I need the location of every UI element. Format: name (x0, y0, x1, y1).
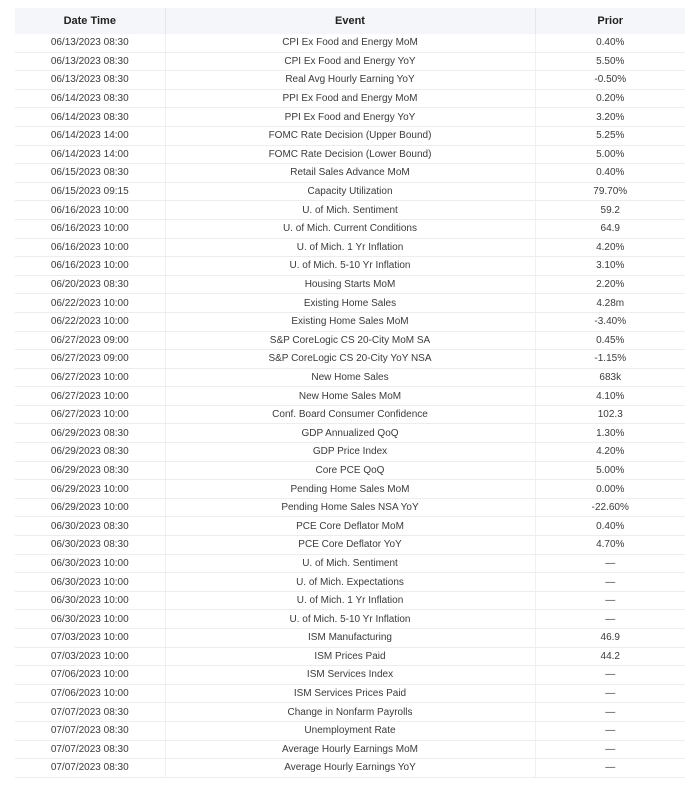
cell-date-time: 06/29/2023 08:30 (15, 443, 165, 462)
cell-event: New Home Sales MoM (165, 387, 535, 406)
cell-event: U. of Mich. Sentiment (165, 554, 535, 573)
cell-prior: — (535, 610, 685, 629)
cell-event: Change in Nonfarm Payrolls (165, 703, 535, 722)
cell-event: ISM Services Prices Paid (165, 684, 535, 703)
table-row[interactable] (15, 145, 685, 164)
table-row[interactable] (15, 219, 685, 238)
table-row[interactable] (15, 554, 685, 573)
cell-prior: 0.40% (535, 34, 685, 52)
cell-prior: 4.20% (535, 238, 685, 257)
cell-prior: 4.70% (535, 536, 685, 555)
cell-date-time: 06/16/2023 10:00 (15, 257, 165, 276)
table-row[interactable] (15, 201, 685, 220)
cell-event: Real Avg Hourly Earning YoY (165, 71, 535, 90)
cell-date-time: 06/22/2023 10:00 (15, 294, 165, 313)
cell-event: U. of Mich. 1 Yr Inflation (165, 591, 535, 610)
economic-calendar-table-container (15, 8, 685, 778)
cell-prior: 3.20% (535, 108, 685, 127)
cell-event: U. of Mich. Current Conditions (165, 219, 535, 238)
table-row[interactable] (15, 275, 685, 294)
cell-prior: — (535, 740, 685, 759)
table-row[interactable] (15, 164, 685, 183)
table-row[interactable] (15, 312, 685, 331)
cell-date-time: 06/30/2023 10:00 (15, 554, 165, 573)
column-header-event[interactable]: Event (165, 8, 535, 34)
cell-date-time: 07/06/2023 10:00 (15, 666, 165, 685)
cell-prior: 4.28m (535, 294, 685, 313)
column-header-date-time[interactable]: Date Time (15, 8, 165, 34)
cell-date-time: 06/27/2023 09:00 (15, 331, 165, 350)
cell-event: CPI Ex Food and Energy YoY (165, 52, 535, 71)
cell-prior: 0.20% (535, 89, 685, 108)
table-row[interactable] (15, 573, 685, 592)
cell-event: Pending Home Sales NSA YoY (165, 498, 535, 517)
table-row[interactable] (15, 703, 685, 722)
cell-event: U. of Mich. 5-10 Yr Inflation (165, 257, 535, 276)
cell-prior: 102.3 (535, 405, 685, 424)
table-row[interactable] (15, 461, 685, 480)
cell-event: Unemployment Rate (165, 721, 535, 740)
cell-date-time: 06/16/2023 10:00 (15, 238, 165, 257)
cell-prior: -22.60% (535, 498, 685, 517)
cell-prior: 5.25% (535, 126, 685, 145)
table-row[interactable] (15, 294, 685, 313)
cell-event: GDP Price Index (165, 443, 535, 462)
cell-prior: -1.15% (535, 350, 685, 369)
cell-event: S&P CoreLogic CS 20-City YoY NSA (165, 350, 535, 369)
cell-date-time: 07/07/2023 08:30 (15, 721, 165, 740)
cell-event: Housing Starts MoM (165, 275, 535, 294)
cell-event: Average Hourly Earnings YoY (165, 759, 535, 778)
cell-event: Pending Home Sales MoM (165, 480, 535, 499)
cell-date-time: 07/07/2023 08:30 (15, 740, 165, 759)
table-row[interactable] (15, 238, 685, 257)
cell-prior: 2.20% (535, 275, 685, 294)
cell-prior: 0.40% (535, 517, 685, 536)
table-row[interactable] (15, 257, 685, 276)
cell-event: ISM Prices Paid (165, 647, 535, 666)
column-header-prior[interactable]: Prior (535, 8, 685, 34)
cell-event: Capacity Utilization (165, 182, 535, 201)
table-row[interactable] (15, 610, 685, 629)
cell-event: PCE Core Deflator MoM (165, 517, 535, 536)
cell-date-time: 06/14/2023 08:30 (15, 89, 165, 108)
header-row (15, 8, 685, 34)
table-row[interactable] (15, 34, 685, 52)
cell-prior: — (535, 666, 685, 685)
cell-date-time: 06/14/2023 08:30 (15, 108, 165, 127)
table-row[interactable] (15, 666, 685, 685)
cell-prior: 3.10% (535, 257, 685, 276)
cell-date-time: 07/06/2023 10:00 (15, 684, 165, 703)
table-row[interactable] (15, 182, 685, 201)
table-row[interactable] (15, 684, 685, 703)
cell-date-time: 06/27/2023 10:00 (15, 368, 165, 387)
table-row[interactable] (15, 759, 685, 778)
cell-date-time: 06/16/2023 10:00 (15, 201, 165, 220)
cell-prior: 0.40% (535, 164, 685, 183)
cell-event: New Home Sales (165, 368, 535, 387)
cell-prior: — (535, 684, 685, 703)
cell-date-time: 06/30/2023 08:30 (15, 517, 165, 536)
table-header (15, 8, 685, 34)
cell-event: GDP Annualized QoQ (165, 424, 535, 443)
cell-prior: — (535, 721, 685, 740)
table-row[interactable] (15, 368, 685, 387)
cell-date-time: 06/29/2023 10:00 (15, 498, 165, 517)
cell-prior: — (535, 554, 685, 573)
cell-prior: 0.45% (535, 331, 685, 350)
cell-event: U. of Mich. 5-10 Yr Inflation (165, 610, 535, 629)
cell-date-time: 06/29/2023 08:30 (15, 461, 165, 480)
table-row[interactable] (15, 740, 685, 759)
cell-event: ISM Services Index (165, 666, 535, 685)
table-row[interactable] (15, 591, 685, 610)
table-row[interactable] (15, 331, 685, 350)
cell-prior: 683k (535, 368, 685, 387)
cell-date-time: 06/27/2023 10:00 (15, 405, 165, 424)
cell-event: Existing Home Sales (165, 294, 535, 313)
cell-date-time: 07/03/2023 10:00 (15, 629, 165, 648)
cell-date-time: 07/07/2023 08:30 (15, 759, 165, 778)
table-row[interactable] (15, 629, 685, 648)
cell-date-time: 06/30/2023 10:00 (15, 573, 165, 592)
cell-date-time: 07/07/2023 08:30 (15, 703, 165, 722)
cell-event: PPI Ex Food and Energy MoM (165, 89, 535, 108)
table-row[interactable] (15, 536, 685, 555)
cell-event: Retail Sales Advance MoM (165, 164, 535, 183)
table-row[interactable] (15, 517, 685, 536)
cell-event: Core PCE QoQ (165, 461, 535, 480)
cell-event: Conf. Board Consumer Confidence (165, 405, 535, 424)
cell-event: FOMC Rate Decision (Upper Bound) (165, 126, 535, 145)
cell-date-time: 06/15/2023 09:15 (15, 182, 165, 201)
cell-event: PPI Ex Food and Energy YoY (165, 108, 535, 127)
cell-prior: -3.40% (535, 312, 685, 331)
table-row[interactable] (15, 424, 685, 443)
cell-date-time: 06/13/2023 08:30 (15, 71, 165, 90)
table-row[interactable] (15, 647, 685, 666)
table-row[interactable] (15, 350, 685, 369)
table-row[interactable] (15, 71, 685, 90)
cell-event: U. of Mich. Sentiment (165, 201, 535, 220)
cell-prior: — (535, 759, 685, 778)
cell-event: Average Hourly Earnings MoM (165, 740, 535, 759)
cell-prior: 4.10% (535, 387, 685, 406)
cell-event: CPI Ex Food and Energy MoM (165, 34, 535, 52)
cell-prior: 5.00% (535, 461, 685, 480)
cell-prior: 5.00% (535, 145, 685, 164)
cell-prior: 64.9 (535, 219, 685, 238)
table-row[interactable] (15, 498, 685, 517)
cell-prior: 79.70% (535, 182, 685, 201)
economic-calendar-table (15, 8, 685, 778)
cell-prior: 4.20% (535, 443, 685, 462)
cell-date-time: 06/14/2023 14:00 (15, 145, 165, 164)
cell-date-time: 06/14/2023 14:00 (15, 126, 165, 145)
cell-date-time: 06/30/2023 10:00 (15, 610, 165, 629)
cell-event: U. of Mich. 1 Yr Inflation (165, 238, 535, 257)
cell-date-time: 06/27/2023 09:00 (15, 350, 165, 369)
cell-event: FOMC Rate Decision (Lower Bound) (165, 145, 535, 164)
cell-prior: -0.50% (535, 71, 685, 90)
cell-date-time: 06/30/2023 08:30 (15, 536, 165, 555)
cell-prior: 5.50% (535, 52, 685, 71)
cell-event: S&P CoreLogic CS 20-City MoM SA (165, 331, 535, 350)
cell-prior: 0.00% (535, 480, 685, 499)
table-row[interactable] (15, 387, 685, 406)
cell-date-time: 06/13/2023 08:30 (15, 52, 165, 71)
cell-prior: — (535, 591, 685, 610)
table-row[interactable] (15, 480, 685, 499)
cell-prior: 46.9 (535, 629, 685, 648)
cell-event: U. of Mich. Expectations (165, 573, 535, 592)
cell-prior: 44.2 (535, 647, 685, 666)
cell-date-time: 06/20/2023 08:30 (15, 275, 165, 294)
cell-prior: — (535, 573, 685, 592)
table-row[interactable] (15, 721, 685, 740)
cell-date-time: 06/16/2023 10:00 (15, 219, 165, 238)
table-row[interactable] (15, 52, 685, 71)
cell-date-time: 06/22/2023 10:00 (15, 312, 165, 331)
cell-event: ISM Manufacturing (165, 629, 535, 648)
cell-prior: — (535, 703, 685, 722)
cell-prior: 59.2 (535, 201, 685, 220)
cell-date-time: 06/27/2023 10:00 (15, 387, 165, 406)
cell-date-time: 06/29/2023 10:00 (15, 480, 165, 499)
cell-date-time: 06/13/2023 08:30 (15, 34, 165, 52)
table-body (15, 34, 685, 777)
cell-event: PCE Core Deflator YoY (165, 536, 535, 555)
table-row[interactable] (15, 89, 685, 108)
table-row[interactable] (15, 443, 685, 462)
cell-date-time: 06/15/2023 08:30 (15, 164, 165, 183)
table-row[interactable] (15, 405, 685, 424)
cell-event: Existing Home Sales MoM (165, 312, 535, 331)
cell-date-time: 06/29/2023 08:30 (15, 424, 165, 443)
table-row[interactable] (15, 126, 685, 145)
cell-date-time: 06/30/2023 10:00 (15, 591, 165, 610)
cell-prior: 1.30% (535, 424, 685, 443)
table-row[interactable] (15, 108, 685, 127)
cell-date-time: 07/03/2023 10:00 (15, 647, 165, 666)
